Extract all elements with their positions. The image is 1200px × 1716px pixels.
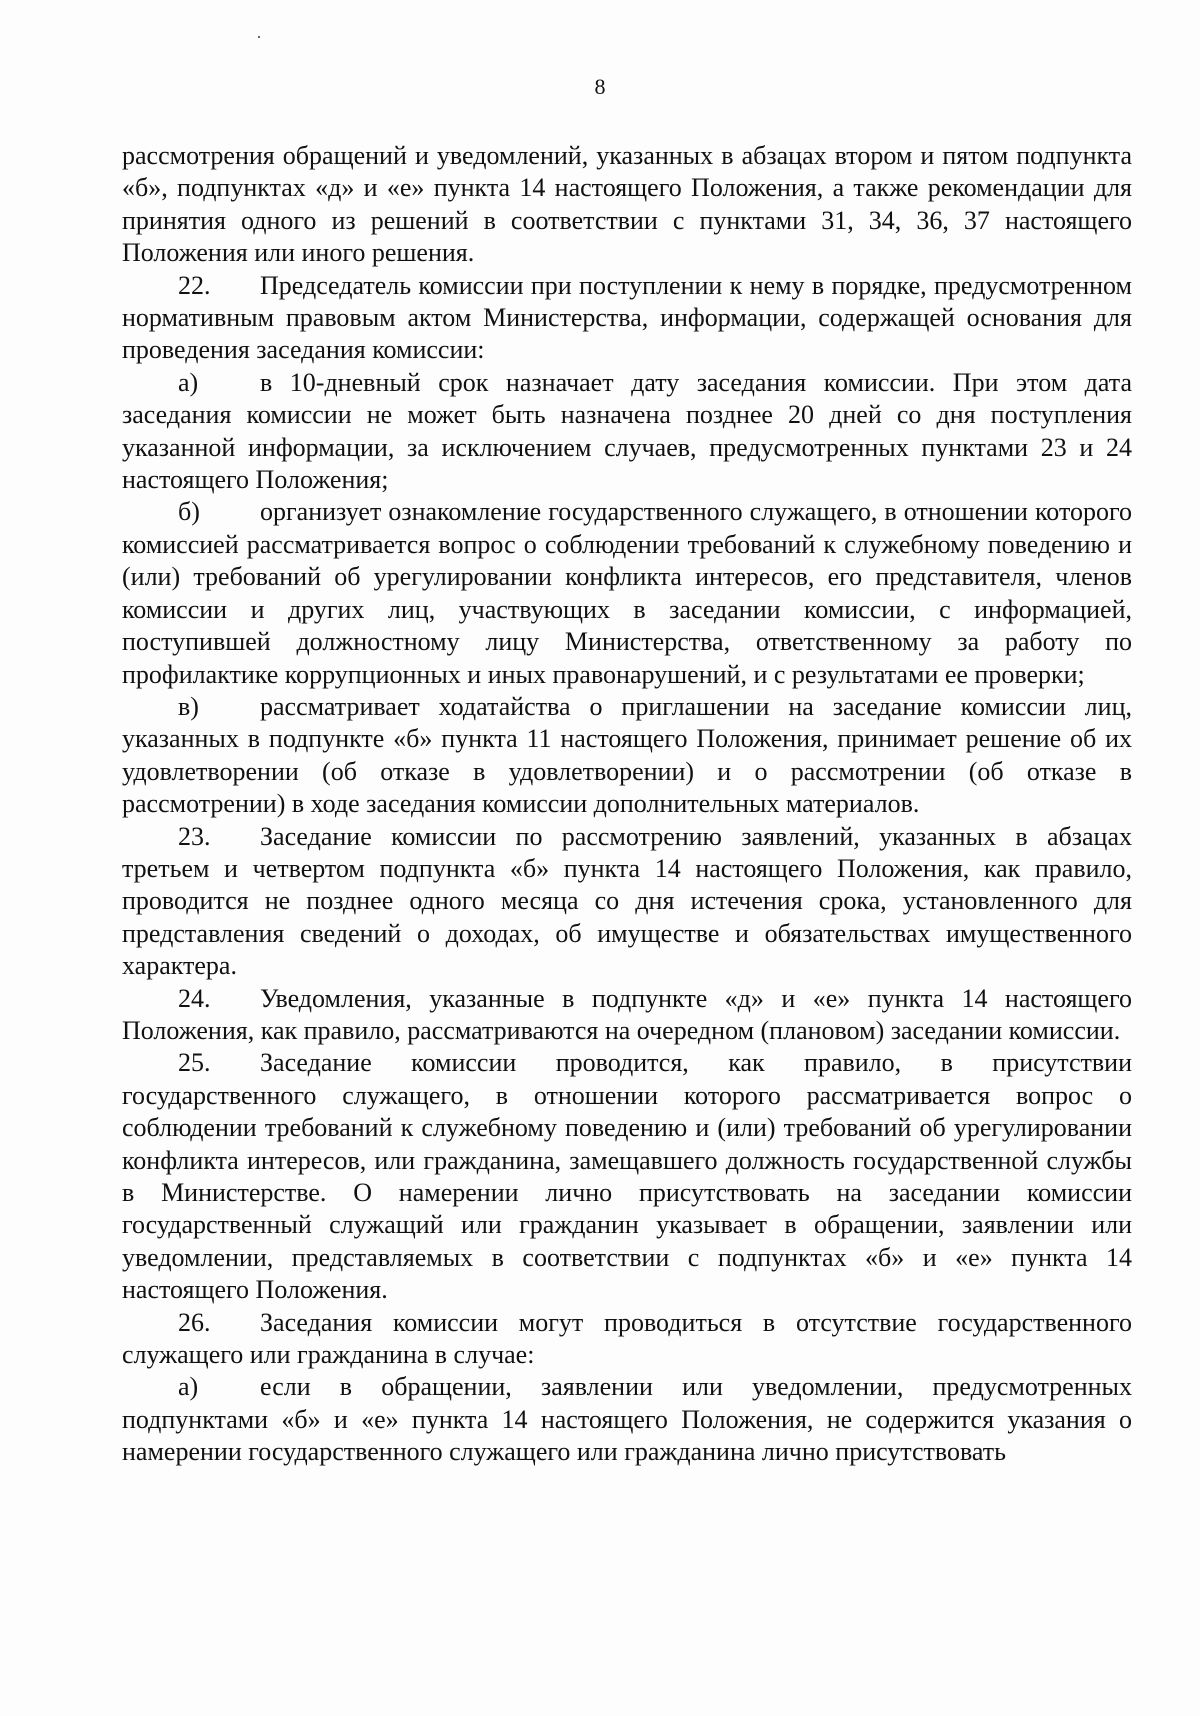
paragraph-22 (122, 270, 1132, 367)
paragraph-25 (122, 1047, 1132, 1306)
paragraph-text: Уведомления, указанные в подпункте «д» и «е» пункта 14 настоящего Положения, как правило, рассматриваются на очередном (плановом) заседании комиссии. (122, 983, 1132, 1045)
paragraph-text: Председатель комиссии при поступлении к нему в порядке, предусмотренном нормативным правовым актом Министерства, информации, содержащей основания для проведения заседания комиссии: (122, 270, 1132, 365)
subparagraph-22-v (122, 691, 1132, 821)
paragraph-number: 23. (178, 821, 211, 851)
paragraph-continuation (122, 140, 1132, 270)
paragraph-23 (122, 821, 1132, 983)
paragraph-text: Заседание комиссии по рассмотрению заявлений, указанных в абзацах третьем и четвертом подпункта «б» пункта 14 настоящего Положения, как правило, проводится не позднее одного месяца со дня истечения срока, установленного для представления сведений о доходах, об имуществе и обязательствах имущественного характера. (122, 821, 1132, 981)
subparagraph-letter: б) (178, 497, 200, 527)
paragraph-text: рассматривает ходатайства о приглашении на заседание комиссии лиц, указанных в подпункте «б» пункта 11 настоящего Положения, принимает решение об их удовлетворении (об отказе в удовлетворении) и о рассмотрении (об отказе в рассмотрении) в ходе заседания комиссии дополнительных материалов. (122, 691, 1132, 819)
subparagraph-letter: а) (178, 367, 199, 397)
paragraph-text: Заседания комиссии могут проводиться в отсутствие государственного служащего или гражданина в случае: (122, 1307, 1132, 1370)
scan-speck (258, 36, 260, 38)
paragraph-text: организует ознакомление государственного служащего, в отношении которого комиссией рассматривается вопрос о соблюдении требований к служебному поведению и (или) требований об урегулировании конфликта интересов, его представителя, членов комиссии и других лиц, участвующих в заседании комиссии, с информацией, поступившей должностному лицу Министерства, ответственному за работу по профилактике коррупционных и иных правонарушений, и с результатами ее проверки; (122, 497, 1132, 689)
page-number: 8 (594, 74, 606, 99)
paragraph-text: в 10-дневный срок назначает дату заседания комиссии. При этом дата заседания комиссии не может быть назначена позднее 20 дней со дня поступления указанной информации, за исключением случаев, предусмотренных пунктами 23 и 24 настоящего Положения; (122, 367, 1132, 495)
paragraph-text: если в обращении, заявлении или уведомлении, предусмотренных подпунктами «б» и «е» пункта 14 настоящего Положения, не содержится указания о намерении государственного служащего или гражданина лично присутствовать (122, 1372, 1132, 1467)
subparagraph-22-a (122, 367, 1132, 497)
paragraph-number: 24. (178, 983, 211, 1013)
paragraph-number: 26. (178, 1307, 211, 1337)
paragraph-number: 22. (178, 270, 211, 300)
subparagraph-letter: а) (178, 1372, 199, 1402)
paragraph-26 (122, 1307, 1132, 1372)
paragraph-24 (122, 983, 1132, 1048)
subparagraph-26-a (122, 1371, 1132, 1468)
document-body (122, 140, 1132, 1469)
paragraph-text: рассмотрения обращений и уведомлений, указанных в абзацах втором и пятом подпункта «б», подпунктах «д» и «е» пункта 14 настоящего Положения, а также рекомендации для принятия одного из решений в соответствии с пунктами 31, 34, 36, 37 настоящего Положения или иного решения. (122, 141, 1132, 268)
subparagraph-letter: в) (178, 691, 199, 721)
subparagraph-22-b (122, 496, 1132, 690)
paragraph-number: 25. (178, 1048, 211, 1078)
paragraph-text: Заседание комиссии проводится, как правило, в присутствии государственного служащего, в отношении которого рассматривается вопрос о соблюдении требований к служебному поведению и (или) требований об урегулировании конфликта интересов, или гражданина, замещавшего должность государственной службы в Министерстве. О намерении лично присутствовать на заседании комиссии государственный служащий или гражданин указывает в обращении, заявлении или уведомлении, представляемых в соответствии с подпунктах «б» и «е» пункта 14 настоящего Положения. (122, 1048, 1132, 1305)
